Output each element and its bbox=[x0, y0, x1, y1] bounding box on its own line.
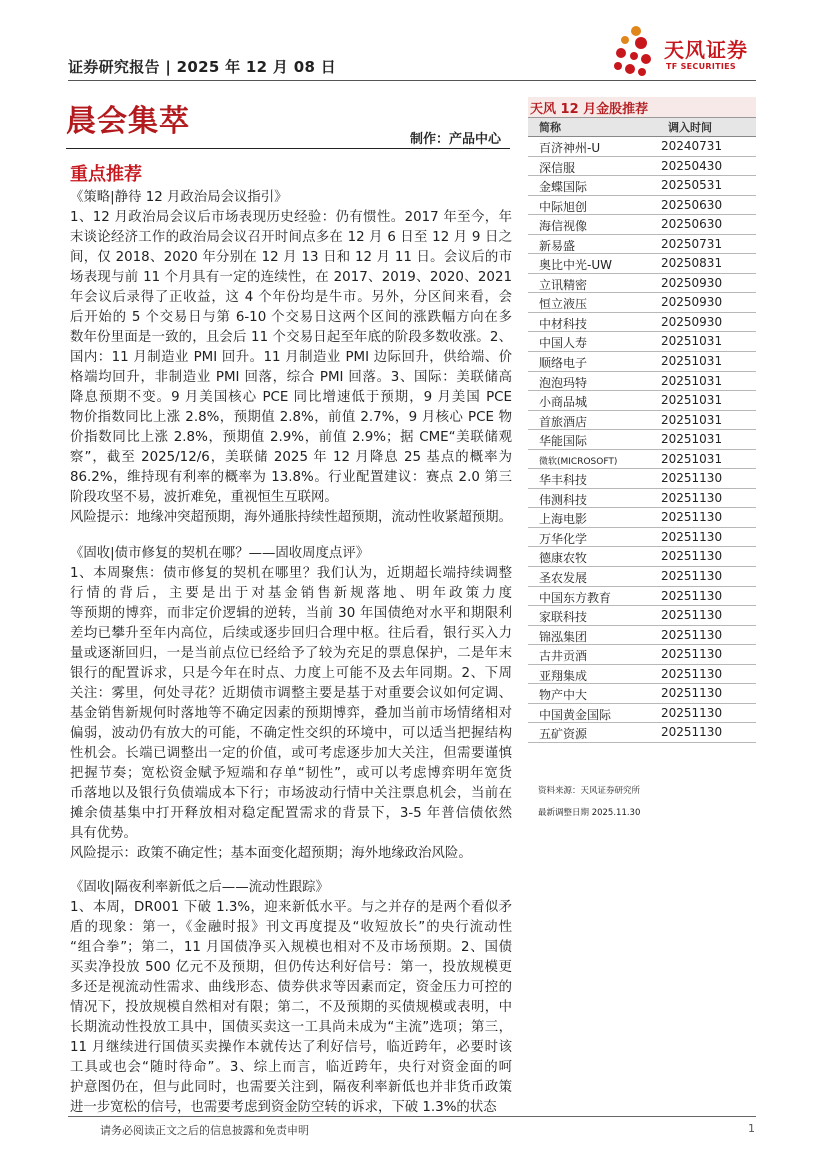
stock-name: 顺络电子 bbox=[539, 356, 588, 371]
header-divider bbox=[68, 80, 756, 81]
stock-row bbox=[528, 704, 756, 724]
stock-row bbox=[528, 626, 756, 646]
stock-row bbox=[528, 235, 756, 255]
stock-added-date: 20251031 bbox=[661, 451, 723, 466]
article-fixed-income-weekly bbox=[70, 544, 512, 864]
article-line: 买卖净投放 500 亿元不及预期，但仍传达利好信号：第一，投放规模更 bbox=[70, 960, 512, 975]
stock-name: 立讯精密 bbox=[539, 277, 588, 292]
article-line: 性机会。长端已调整出一定的价值，或可考虑逐步加大关注，但需要谨慎 bbox=[70, 746, 512, 761]
stock-added-date: 20251130 bbox=[661, 608, 723, 623]
stock-name: 小商品城 bbox=[539, 395, 588, 410]
article-line: 场表现与前 11 个月具有一定的连续性，在 2017、2019、2020、2021 bbox=[70, 270, 512, 285]
stock-row bbox=[528, 489, 756, 509]
stock-name: 中国黄金国际 bbox=[539, 707, 612, 722]
stock-added-date: 20250930 bbox=[661, 314, 723, 329]
article-line: 具有优势。 bbox=[70, 826, 137, 841]
article-line: 摊余债基集中打开释放相对稳定配置需求的背景下，3-5 年普信债依然 bbox=[70, 806, 512, 821]
stock-added-date: 20251130 bbox=[661, 705, 723, 720]
article-line: 国内：11 月制造业 PMI 回升。11 月制造业 PMI 边际回升，供给端、价 bbox=[70, 350, 512, 365]
stock-added-date: 20251130 bbox=[661, 490, 723, 505]
stock-added-date: 20251130 bbox=[661, 569, 723, 584]
stock-row bbox=[528, 723, 756, 743]
stock-row bbox=[528, 469, 756, 489]
stock-added-date: 20251031 bbox=[661, 373, 723, 388]
stock-row bbox=[528, 391, 756, 411]
title-divider bbox=[66, 148, 510, 149]
stock-row bbox=[528, 137, 756, 157]
stock-row bbox=[528, 372, 756, 392]
article-line: 1、本周聚焦：债市修复的契机在哪里？我们认为，近期超长端持续调整 bbox=[70, 566, 512, 581]
stock-row bbox=[528, 645, 756, 665]
stock-added-date: 20250930 bbox=[661, 275, 723, 290]
article-strategy bbox=[70, 188, 512, 528]
stock-row bbox=[528, 274, 756, 294]
stock-added-date: 20251130 bbox=[661, 666, 723, 681]
stock-name: 锦泓集团 bbox=[539, 629, 588, 644]
stock-added-date: 20251130 bbox=[661, 588, 723, 603]
article-line: 11 月继续进行国债买卖操作本就传达了利好信号，临近跨年，必要时该 bbox=[70, 1040, 512, 1055]
stock-row bbox=[528, 254, 756, 274]
article-line: 等预期的博弈，而非定价逻辑的逆转，当前 30 年国债绝对水平和期限利 bbox=[70, 606, 512, 621]
stock-row bbox=[528, 196, 756, 216]
article-line: 工具或也会“随时待命”。3、综上而言，临近跨年，央行对资金面的呵 bbox=[70, 1060, 512, 1075]
stock-row bbox=[528, 587, 756, 607]
article-line: 数年份里面是一致的，且会后 11 个交易日起至年底的阶段多数收涨。2、 bbox=[70, 330, 512, 345]
article-title: 《固收|隔夜利率新低之后——流动性跟踪》 bbox=[70, 880, 329, 895]
page-title: 晨会集萃 bbox=[66, 104, 190, 139]
stock-name: 新易盛 bbox=[539, 238, 576, 253]
logo-subtitle: TF SECURITIES bbox=[666, 62, 736, 71]
stock-name: 恒立液压 bbox=[539, 297, 588, 312]
stock-added-date: 20251130 bbox=[661, 471, 723, 486]
article-line: 偏弱，波动仍有放大的可能，不确定性交织的环境中，可以适当把握结构 bbox=[70, 726, 512, 741]
article-line: 1、12 月政治局会议后市场表现历史经验：仍有惯性。2017 年至今，年 bbox=[70, 210, 512, 225]
stock-name: 金蝶国际 bbox=[539, 180, 588, 195]
stock-row bbox=[528, 352, 756, 372]
stock-table-header bbox=[528, 118, 756, 137]
tf-securities-logo bbox=[612, 22, 772, 78]
article-line: 盾的现象：第一，《金融时报》刊文再度提及“收短放长”的央行流动性 bbox=[70, 920, 512, 935]
article-line: 物价指数同比上涨 2.8%，预期值 2.8%，前值 2.7%，9 月核心 PCE 物 bbox=[70, 410, 512, 425]
footer-divider bbox=[68, 1116, 756, 1117]
stock-row bbox=[528, 606, 756, 626]
maker-label: 制作：产品中心 bbox=[410, 132, 502, 147]
article-line: 差均已攀升至年内高位，后续或逐步回归合理中枢。往后看，银行买入力 bbox=[70, 626, 512, 641]
sidebar-title: 天风 12 月金股推荐 bbox=[530, 102, 649, 117]
section-title: 重点推荐 bbox=[70, 164, 142, 185]
logo-dots-icon bbox=[612, 22, 656, 78]
stock-name: 华丰科技 bbox=[539, 473, 588, 488]
stock-name: 万华化学 bbox=[539, 531, 588, 546]
stock-row bbox=[528, 157, 756, 177]
article-line: 币落地以及银行负债端成本下行；市场波动行情中关注票息机会，当前在 bbox=[70, 786, 512, 801]
stock-name: 中际旭创 bbox=[539, 199, 588, 214]
stock-row bbox=[528, 508, 756, 528]
article-line: 行情的背后，主要是出于对基金销售新规落地、明年政策力度 bbox=[70, 586, 512, 601]
article-line: 银行的配置诉求，只是今年在时点、力度上可能不及去年同期。2、下周 bbox=[70, 666, 512, 681]
article-line: 格端均回升，非制造业 PMI 回落，综合 PMI 回落。3、国际：美联储高 bbox=[70, 370, 512, 385]
stock-added-date: 20251130 bbox=[661, 510, 723, 525]
stock-name: 德康农牧 bbox=[539, 551, 588, 566]
stock-row bbox=[528, 332, 756, 352]
article-line: “组合拳”；第二，11 月国债净买入规模也相对不及市场预期。2、国债 bbox=[70, 940, 512, 955]
stock-row bbox=[528, 450, 756, 470]
stock-added-date: 20251031 bbox=[661, 354, 723, 369]
article-line: 阶段攻坚不易，波折难免，重视恒生互联网。 bbox=[70, 490, 338, 505]
stock-added-date: 20251130 bbox=[661, 647, 723, 662]
article-line: 末谈论经济工作的政治局会议召开时间点多在 12 月 6 日至 12 月 9 日之 bbox=[70, 230, 512, 245]
article-line: 年会议后录得了正收益，这 4 个年份均是牛市。另外，分区间来看，会 bbox=[70, 290, 512, 305]
article-title: 《固收|债市修复的契机在哪？——固收周度点评》 bbox=[70, 546, 370, 561]
stock-added-date: 20250430 bbox=[661, 158, 723, 173]
stock-row bbox=[528, 293, 756, 313]
col-name-header: 简称 bbox=[539, 121, 561, 134]
article-line: 86.2%，维持现有利率的概率为 13.8%。行业配置建议：赛点 2.0 第三 bbox=[70, 470, 512, 485]
article-line: 风险提示：政策不确定性；基本面变化超预期；海外地缘政治风险。 bbox=[70, 846, 472, 861]
stock-name: 奥比中光-UW bbox=[539, 258, 612, 273]
stock-added-date: 20250731 bbox=[661, 236, 723, 251]
stock-row bbox=[528, 528, 756, 548]
article-line: 基金销售新规何时落地等不确定因素的预期博弈，叠加当前市场情绪相对 bbox=[70, 706, 512, 721]
stock-name: 微软(MICROSOFT) bbox=[539, 456, 618, 467]
stock-added-date: 20250630 bbox=[661, 197, 723, 212]
stock-added-date: 20240731 bbox=[661, 139, 723, 153]
footer-disclaimer: 请务必阅读正文之后的信息披露和免责申明 bbox=[100, 1124, 309, 1137]
stock-name: 家联科技 bbox=[539, 610, 588, 625]
report-date-line: 证券研究报告 | 2025 年 12 月 08 日 bbox=[68, 58, 337, 76]
article-line: 降息预期不变。9 月美国核心 PCE 同比增速低于预期，9 月美国 PCE bbox=[70, 390, 512, 405]
article-line: 把握节奏；宽松资金赋予短端和存单“韧性”，或可以考虑博弈明年宽货 bbox=[70, 766, 512, 781]
stock-name: 古井贡酒 bbox=[539, 649, 588, 664]
article-line: 护意图仍在，但与此同时，也需要关注到，隔夜利率新低也并非货币政策 bbox=[70, 1080, 512, 1095]
stock-added-date: 20250831 bbox=[661, 256, 723, 271]
stock-name: 亚翔集成 bbox=[539, 668, 588, 683]
stock-name: 中国东方教育 bbox=[539, 590, 612, 605]
stock-name: 五矿资源 bbox=[539, 727, 588, 742]
article-line: 1、本周，DR001 下破 1.3%，迎来新低水平。与之并存的是两个看似矛 bbox=[70, 900, 512, 915]
stock-name: 伟测科技 bbox=[539, 492, 588, 507]
stock-added-date: 20251031 bbox=[661, 334, 723, 349]
article-line: 察”，截至 2025/12/6，美联储 2025 年 12 月降息 25 基点的概率为 bbox=[70, 450, 512, 465]
article-line: 关注：雾里，何处寻花？近期债市调整主要是基于对重要会议如何定调、 bbox=[70, 686, 512, 701]
stock-name: 中国人寿 bbox=[539, 336, 588, 351]
stock-added-date: 20250630 bbox=[661, 217, 723, 232]
stock-name: 华能国际 bbox=[539, 434, 588, 449]
stock-name: 物产中大 bbox=[539, 688, 588, 703]
stock-row bbox=[528, 665, 756, 685]
stock-name: 圣农发展 bbox=[539, 571, 588, 586]
stock-added-date: 20251031 bbox=[661, 432, 723, 447]
article-line: 长期流动性投放工具中，国债买卖这一工具尚未成为“主流”选项；第三， bbox=[70, 1020, 512, 1035]
stock-row bbox=[528, 547, 756, 567]
stock-added-date: 20251130 bbox=[661, 549, 723, 564]
stock-added-date: 20250531 bbox=[661, 178, 723, 193]
logo-name: 天风证券 bbox=[664, 38, 748, 62]
stock-name: 百济神州-U bbox=[539, 141, 601, 155]
stock-added-date: 20251130 bbox=[661, 686, 723, 701]
stock-row bbox=[528, 176, 756, 196]
article-line: 多还是视流动性需求、曲线形态、债券供求等因素而定，资金压力可控的 bbox=[70, 980, 512, 995]
page-number: 1 bbox=[748, 1122, 755, 1135]
stock-row bbox=[528, 567, 756, 587]
stock-row bbox=[528, 215, 756, 235]
stock-added-date: 20251031 bbox=[661, 412, 723, 427]
stock-added-date: 20251130 bbox=[661, 529, 723, 544]
stock-added-date: 20251031 bbox=[661, 393, 723, 408]
article-liquidity-tracking bbox=[70, 878, 512, 1118]
stock-name: 深信服 bbox=[539, 160, 576, 175]
stock-name: 首旅酒店 bbox=[539, 414, 588, 429]
stock-added-date: 20251130 bbox=[661, 725, 723, 740]
article-line: 进一步宽松的信号，也需要考虑到资金防空转的诉求，下破 1.3%的状态 bbox=[70, 1100, 497, 1115]
col-date-header: 调入时间 bbox=[668, 121, 712, 134]
stock-picks-table bbox=[528, 137, 756, 743]
article-line: 后开始的 5 个交易日与第 6-10 个交易日这两个区间的涨跌幅方向在多 bbox=[70, 310, 512, 325]
stock-row bbox=[528, 313, 756, 333]
article-title: 《策略|静待 12 月政治局会议指引》 bbox=[70, 190, 288, 205]
article-line: 情况下，投放规模自然相对有限；第二，不及预期的买债规模或表明，中 bbox=[70, 1000, 512, 1015]
stock-name: 泡泡玛特 bbox=[539, 375, 588, 390]
source-note: 资料来源：天风证券研究所 bbox=[538, 786, 641, 796]
article-line: 间，仅 2018、2020 年分别在 12 月 13 日和 12 月 11 日。会议后的市 bbox=[70, 250, 512, 265]
stock-row bbox=[528, 684, 756, 704]
article-line: 量或逐渐回归，一是当前点位已经给予了较为充足的票息保护，二是年末 bbox=[70, 646, 512, 661]
stock-added-date: 20250930 bbox=[661, 295, 723, 310]
update-date-note: 最新调整日期 2025.11.30 bbox=[538, 808, 641, 818]
stock-name: 海信视像 bbox=[539, 219, 588, 234]
stock-name: 上海电影 bbox=[539, 512, 588, 527]
stock-row bbox=[528, 430, 756, 450]
stock-row bbox=[528, 411, 756, 431]
stock-name: 中材科技 bbox=[539, 316, 588, 331]
article-line: 风险提示：地缘冲突超预期，海外通胀持续性超预期，流动性收紧超预期。 bbox=[70, 510, 512, 525]
stock-added-date: 20251130 bbox=[661, 627, 723, 642]
article-line: 价指数同比上涨 2.8%，预期值 2.9%，前值 2.9%；据 CME“美联储观 bbox=[70, 430, 512, 445]
